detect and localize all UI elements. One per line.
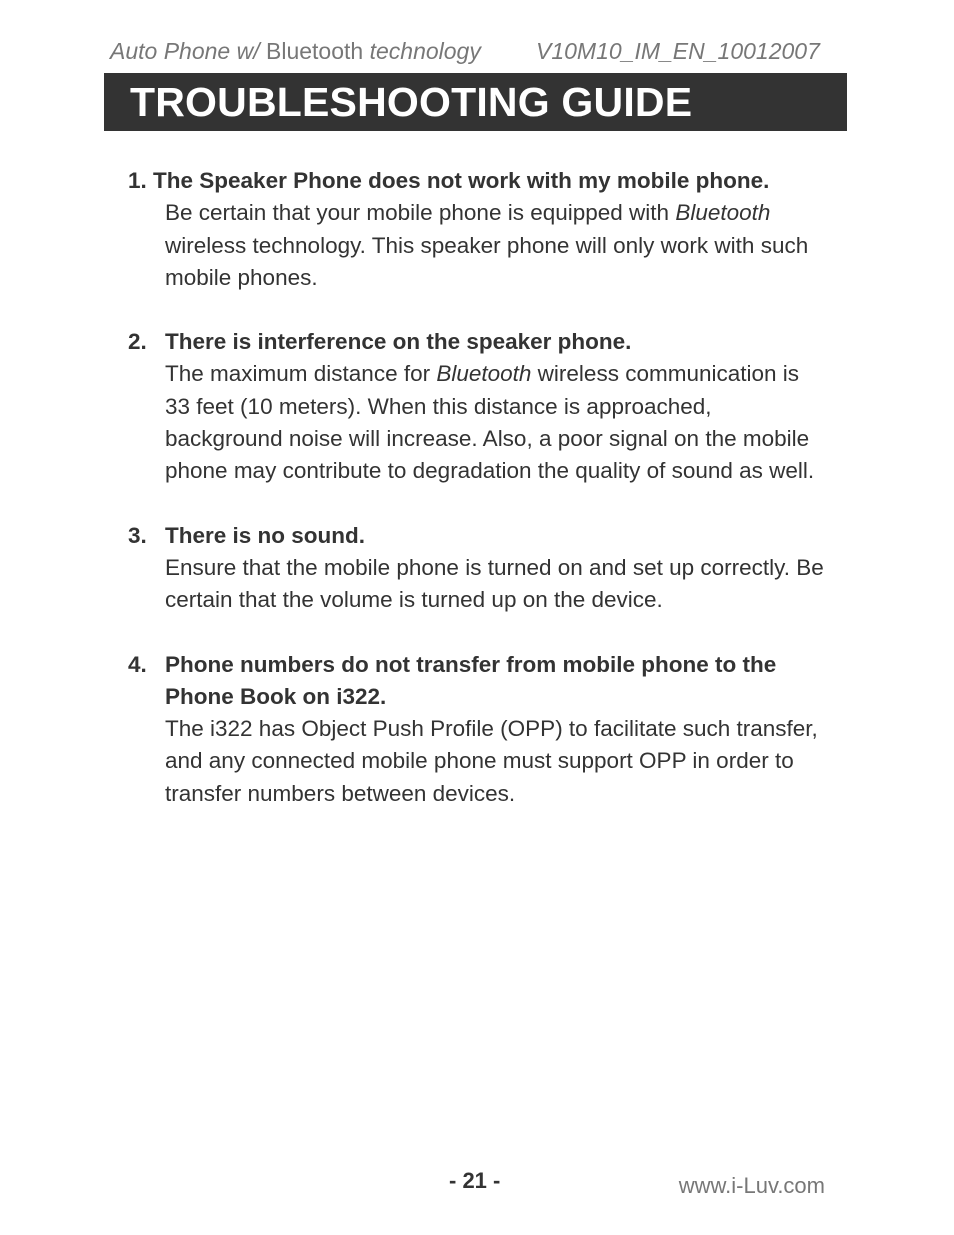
item-answer [165,358,828,487]
answer-text: Be certain that your mobile phone is equipped with [165,200,676,226]
answer-emphasis: Bluetooth [675,200,771,226]
item-answer: Ensure that the mobile phone is turned on and set up correctly. Be certain that the volume is turned up on the device. [165,554,824,613]
header-product-bluetooth: Bluetooth [266,38,364,64]
page-number: - 21 - [449,1168,501,1193]
answer-text: The maximum distance for [165,361,437,387]
header-product-technology: technology [369,38,481,64]
header-doc-code: V10M10_IM_EN_10012007 [536,38,820,64]
troubleshooting-item [128,326,828,487]
section-title-bar [104,73,847,131]
item-question: Phone numbers do not transfer from mobile phone to the Phone Book on i322. [165,651,777,709]
troubleshooting-item [128,649,828,810]
section-title: TROUBLESHOOTING GUIDE [130,79,693,125]
item-number: 2. [128,329,147,355]
item-answer [128,197,828,294]
item-number: 3. [128,522,147,548]
answer-text: wireless technology. This speaker phone will only work with such mobile phones. [165,232,809,290]
item-question: There is no sound. [165,522,366,548]
answer-emphasis: Bluetooth [436,361,532,387]
answer-text: wireless communication is 33 feet (10 meters). When this distance is approached, background noise will increase. Also, a poor signal on the mobile phone may contribute to degradation the quality of sound as well. [165,361,815,484]
troubleshooting-item [128,165,828,294]
troubleshooting-list [128,165,828,842]
item-number: 1. [128,168,147,193]
item-question: There is interference on the speaker phone. [165,329,632,355]
header-product-italic: Auto Phone w/ [110,38,260,64]
item-question: The Speaker Phone does not work with my mobile phone. [153,168,770,193]
item-number: 4. [128,651,147,677]
troubleshooting-item [128,520,828,617]
running-header [110,38,840,65]
website-url: www.i-Luv.com [678,1173,825,1198]
item-answer: The i322 has Object Push Profile (OPP) to facilitate such transfer, and any connected mobile phone must support OPP in order to transfer numbers between devices. [165,716,818,806]
